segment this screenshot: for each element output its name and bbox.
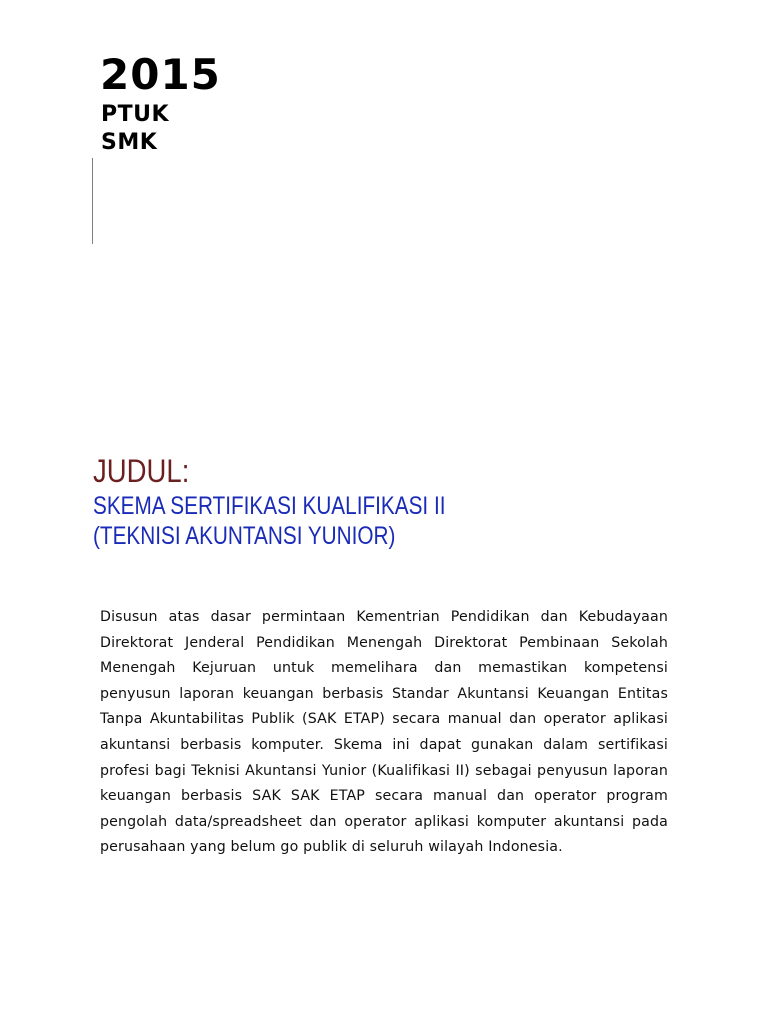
document-title-line-1: SKEMA SERTIFIKASI KUALIFIKASI II [93, 492, 446, 520]
cover-org-smk: SMK [101, 130, 158, 155]
document-title-line-2: (TEKNISI AKUNTANSI YUNIOR) [93, 522, 396, 550]
description-paragraph: Disusun atas dasar permintaan Kementrian Pendidikan dan Kebudayaan Direktorat Jenderal Pendidikan Menengah Direktorat Pembinaan Sekolah Menengah Kejuruan untuk memelihara dan memastikan kompetensi penyusun laporan keuangan berbasis Standar Akuntansi Keuangan Entitas Tanpa Akuntabilitas Publik (SAK ETAP) secara manual dan operator aplikasi akuntansi berbasis komputer. Skema ini dapat gunakan dalam sertifikasi profesi bagi Teknisi Akuntansi Yunior (Kualifikasi II) sebagai penyusun laporan keuangan berbasis SAK SAK ETAP secara manual dan operator program pengolah data/spreadsheet dan operator aplikasi komputer akuntansi pada perusahaan yang belum go publik di seluruh wilayah Indonesia. [100, 609, 668, 856]
cover-year: 2015 [100, 50, 221, 99]
cover-org-ptuk: PTUK [101, 102, 170, 127]
judul-label: JUDUL: [93, 453, 190, 489]
cover-vertical-rule [92, 158, 93, 244]
